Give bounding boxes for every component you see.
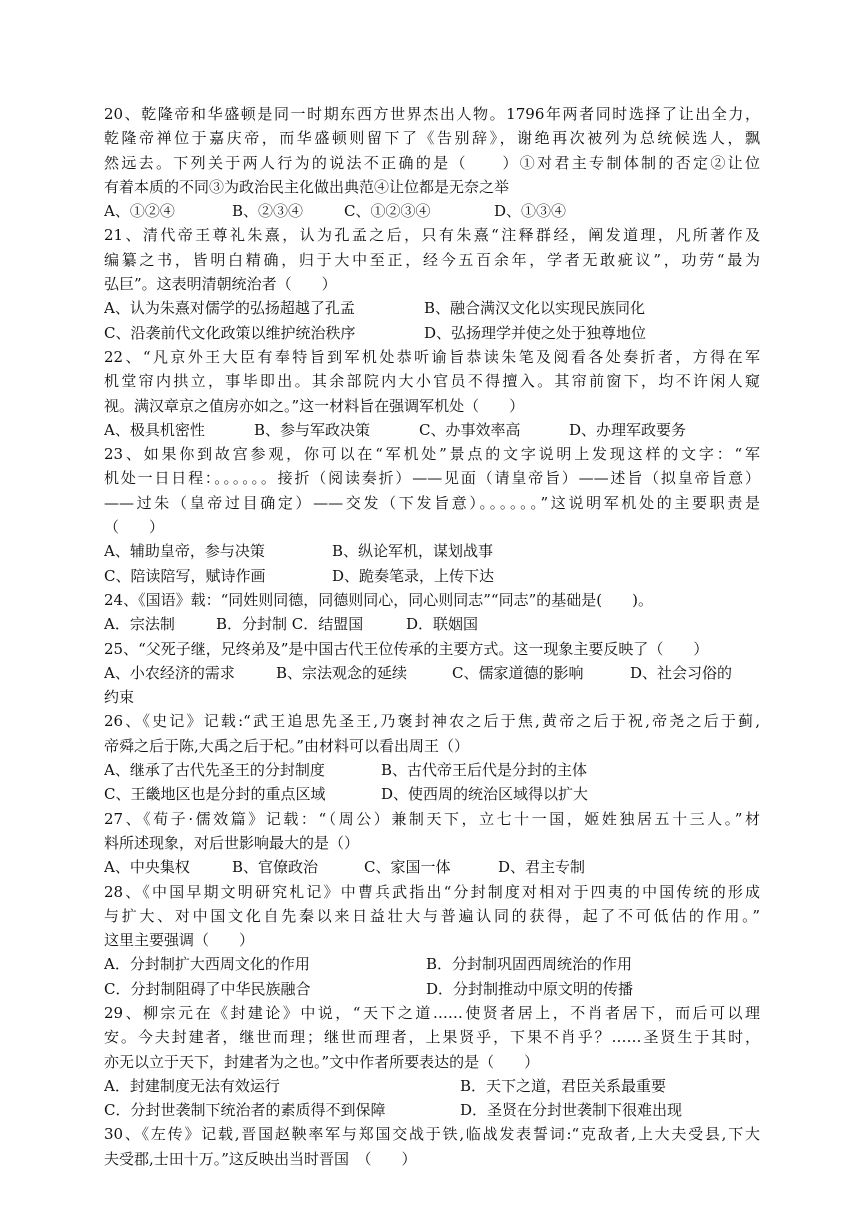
q28-line-2: 与扩大、对中国文化自先秦以来日益壮大与普遍认同的获得，起了不可低估的作用。” [104, 906, 760, 925]
q26-options-row-2 [104, 782, 760, 806]
q28-line-1: 28、《中国早期文明研究札记》中曹兵武指出“分封制度对相对于四夷的中国传统的形成 [104, 882, 760, 901]
q22-option-d: D、办理军政要务 [569, 420, 687, 439]
q24-option-d: D．联姻国 [406, 615, 479, 634]
exam-page [104, 102, 760, 1171]
q25-line-1: 25、“父死子继，兄终弟及”是中国古代王位传承的主要方式。这一现象主要反映了（ ） [104, 639, 709, 658]
q21-option-a: A、认为朱熹对儒学的弘扬超越了孔孟 [104, 299, 355, 318]
q22-option-b: B、参与军政决策 [254, 420, 371, 439]
q29-options-row-1 [104, 1074, 760, 1098]
q27-option-a: A、中央集权 [104, 858, 190, 877]
q24-line-1: 24、《国语》载：“同姓则同德，同德则同心，同心则同志”“同志”的基础是( )。 [104, 590, 653, 609]
q29-option-d: D．圣贤在分封世袭制下很难出现 [460, 1101, 683, 1120]
q20-line-4: 有着本质的不同③为政治民主化做出典范④让位都是无奈之举 [104, 177, 510, 196]
q25-option-a: A、小农经济的需求 [104, 663, 235, 682]
q23-option-c: C、陪读陪写，赋诗作画 [104, 566, 266, 585]
q26-line-2: 帝舜之后于陈,大禹之后于杞。”由材料可以看出周王（） [104, 736, 469, 755]
q25-options [104, 661, 760, 685]
q26-option-a: A、继承了古代先圣王的分封制度 [104, 761, 325, 780]
q23-line-2: 机处一日日程：。。。。。。接折（阅读奏折）——见面（请皇帝旨）——述旨（拟皇帝旨意） [104, 469, 760, 488]
q28-option-b: B．分封制巩固西周统治的作用 [426, 955, 633, 974]
q28-option-c: C．分封制阻碍了中华民族融合 [104, 979, 311, 998]
q23-options-row-2 [104, 564, 760, 588]
q29-option-c: C．分封世袭制下统治者的素质得不到保障 [104, 1101, 386, 1120]
q28-options-row-2 [104, 977, 760, 1001]
q20-option-c: C、①②③④ [344, 202, 431, 221]
q28-option-d: D．分封制推动中原文明的传播 [426, 979, 634, 998]
q26-option-d: D、使西周的统治区域得以扩大 [381, 785, 589, 804]
q29-line-3: 亦无以立于天下，封建者为之也。”文中作者所要表达的是（ ） [104, 1052, 540, 1071]
q20-line-2: 乾隆帝禅位于嘉庆帝，而华盛顿则留下了《告别辞》，谢绝再次被列为总统候选人，飘 [104, 129, 760, 148]
q21-option-d: D、弘扬理学并使之处于独尊地位 [424, 323, 647, 342]
q23-line-3: ——过朱（皇帝过目确定）——交发（下发旨意）。。。。。。”这说明军机处的主要职责是 [104, 493, 760, 512]
q22-option-a: A、极具机密性 [104, 420, 205, 439]
q27-options [104, 855, 760, 879]
q20-option-b: B、②③④ [232, 202, 304, 221]
q21-line-2: 编纂之书，皆明白精确，归于大中至正，经今五百余年，学者无敢疵议”，功劳“最为 [104, 250, 760, 269]
q30-line-2: 夫受郡,士田十万。”这反映出当时晋国 （ ） [104, 1149, 417, 1168]
q29-option-b: B．天下之道，君臣关系最重要 [460, 1076, 667, 1095]
q21-line-1: 21、清代帝王尊礼朱熹，认为孔孟之后，只有朱熹“注释群经，阐发道理，凡所著作及 [104, 226, 760, 245]
q21-options-row-2 [104, 321, 760, 345]
q24-options [104, 612, 760, 636]
q27-line-1: 27、《荀子·儒效篇》记载：“（周公）兼制天下，立七十一国，姬姓独居五十三人。”材 [104, 809, 760, 828]
q20-option-a: A、①②④ [104, 202, 175, 221]
q24-option-b-c: B．分封制 C．结盟国 [216, 615, 364, 634]
q23-option-b: B、纵论军机，谋划战事 [332, 542, 494, 561]
q22-line-3: 视。满汉章京之值房亦如之。”这一材料旨在强调军机处（ ） [104, 396, 525, 415]
q21-option-c: C、沿袭前代文化政策以维护统治秩序 [104, 323, 356, 342]
q20-line-3: 然远去。下列关于两人行为的说法不正确的是（ ）①对君主专制体制的否定②让位 [104, 153, 760, 172]
q20-line-1: 20、乾隆帝和华盛顿是同一时期东西方世界杰出人物。1796年两者同时选择了让出全力， [104, 105, 760, 123]
q21-option-b: B、融合满汉文化以实现民族同化 [424, 299, 646, 318]
q28-option-a: A．分封制扩大西周文化的作用 [104, 955, 310, 974]
q22-line-2: 机堂帘内拱立，事毕即出。其余部院内大小官员不得擅入。其帘前窗下，均不许闲人窥 [104, 372, 760, 391]
q28-options-row-1 [104, 952, 760, 976]
q22-options [104, 418, 760, 442]
q23-option-d: D、跪奏笔录，上传下达 [332, 566, 495, 585]
q20-option-d: D、①③④ [494, 202, 567, 221]
q22-line-1: 22、“凡京外王大臣有奉特旨到军机处恭听谕旨恭读朱笔及阅看各处奏折者，方得在军 [104, 347, 760, 366]
q29-line-1: 29、柳宗元在《封建论》中说，“天下之道……使贤者居上，不肖者居下，而后可以理 [104, 1003, 760, 1022]
q25-option-c: C、儒家道德的影响 [452, 663, 584, 682]
q22-option-c: C、办事效率高 [419, 420, 521, 439]
q26-options-row-1 [104, 758, 760, 782]
q23-options-row-1 [104, 539, 760, 563]
q26-line-1: 26、《史记》记载:“武王追思先圣王,乃褒封神农之后于焦,黄帝之后于祝,帝尧之后于蓟, [104, 712, 760, 731]
q25-option-d-tail: 约束 [104, 688, 135, 707]
q21-line-3: 弘巨”。这表明清朝统治者（ ） [104, 275, 337, 294]
q20-options [104, 199, 760, 223]
q24-option-a: A．宗法制 [104, 615, 175, 634]
q30-line-1: 30、《左传》记载,晋国赵鞅率军与郑国交战于铁,临战发表誓词:“克敌者,上大夫受县,下大 [104, 1125, 760, 1144]
q28-line-3: 这里主要强调（ ） [104, 931, 255, 950]
q25-option-b: B、宗法观念的延续 [276, 663, 408, 682]
q23-option-a: A、辅助皇帝，参与决策 [104, 542, 265, 561]
q27-option-c: C、家国一体 [364, 858, 451, 877]
q29-options-row-2 [104, 1098, 760, 1122]
q25-option-d: D、社会习俗的 [630, 663, 733, 682]
q26-option-b: B、古代帝王后代是分封的主体 [381, 761, 588, 780]
q27-option-d: D、君主专制 [498, 858, 586, 877]
q29-line-2: 安。今夫封建者，继世而理；继世而理者，上果贤乎，下果不肖乎？……圣贤生于其时， [104, 1028, 760, 1047]
q23-line-1: 23、如果你到故宫参观，你可以在“军机处”景点的文字说明上发现这样的文字：“军 [104, 445, 760, 464]
q29-option-a: A．封建制度无法有效运行 [104, 1076, 280, 1095]
q27-line-2: 料所述现象，对后世影响最大的是（） [104, 833, 360, 852]
q27-option-b: B、官僚政治 [232, 858, 319, 877]
q26-option-c: C、王畿地区也是分封的重点区域 [104, 785, 326, 804]
q23-line-4: （ ） [104, 518, 165, 537]
q21-options-row-1 [104, 296, 760, 320]
